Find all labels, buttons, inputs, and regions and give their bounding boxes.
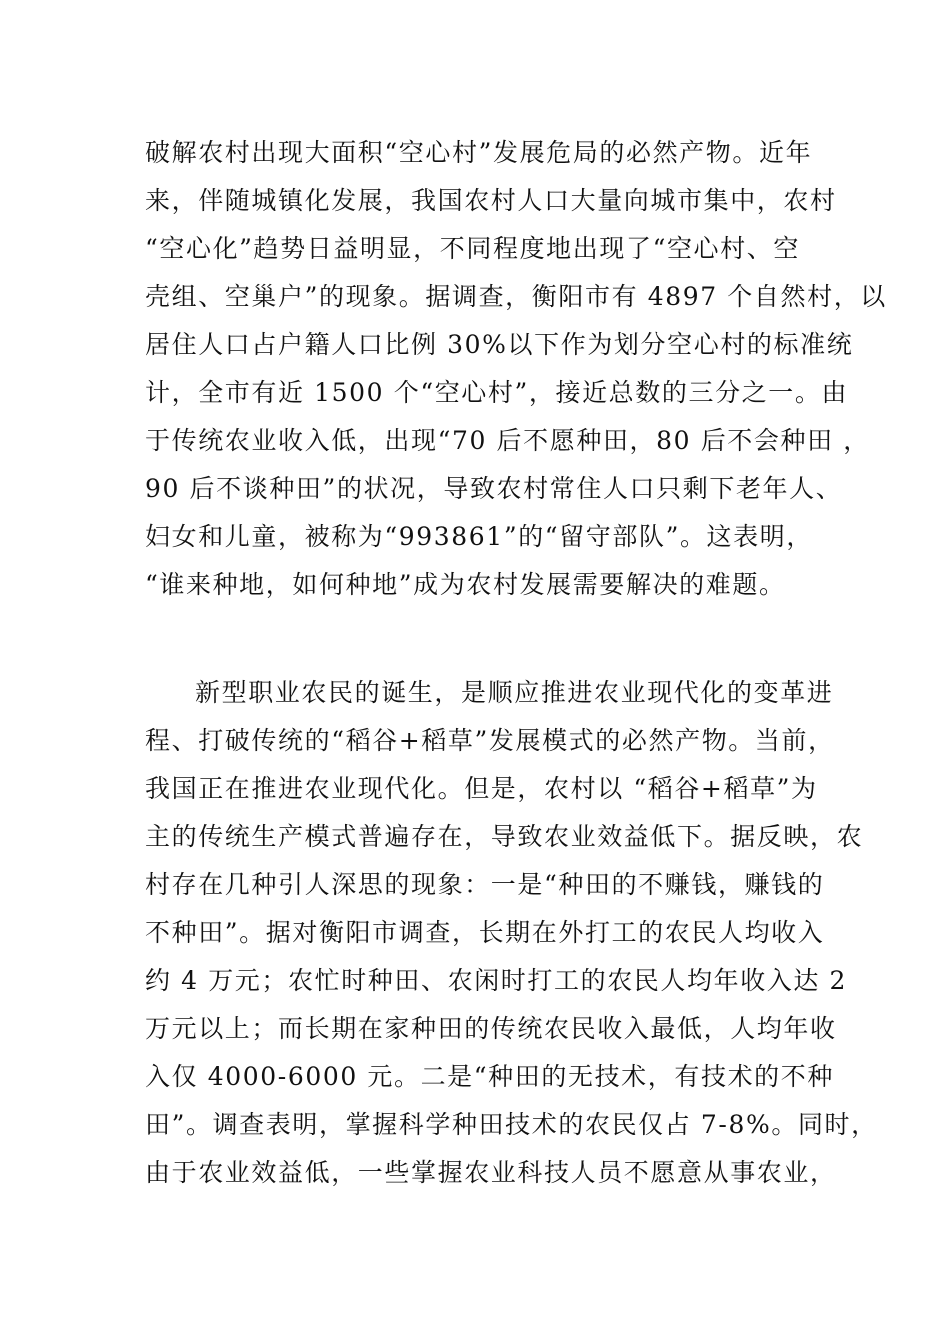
paragraph-2-line-8: 万元以上；而长期在家种田的传统农民收入最低，人均年收 (145, 1014, 837, 1043)
paragraph-1-line-4: 壳组、空巢户”的现象。据调查，衡阳市有 4897 个自然村，以 (145, 282, 887, 311)
paragraph-2-line-4: 主的传统生产模式普遍存在，导致农业效益低下。据反映，农 (145, 822, 864, 851)
paragraph-1-line-3: “空心化”趋势日益明显，不同程度地出现了“空心村、空 (145, 234, 800, 263)
paragraph-2-line-5: 村存在几种引人深思的现象：一是“种田的不赚钱，赚钱的 (145, 870, 825, 899)
paragraph-1-line-1: 破解农村出现大面积“空心村”发展危局的必然产物。近年 (145, 138, 813, 167)
paragraph-2-line-1: 新型职业农民的诞生，是顺应推进农业现代化的变革进 (195, 678, 834, 707)
paragraph-1-line-8: 90 后不谈种田”的状况，导致农村常住人口只剩下老年人、 (145, 474, 843, 503)
paragraph-2-line-6: 不种田”。据对衡阳市调查，长期在外打工的农民人均收入 (145, 918, 825, 947)
paragraph-1-line-6: 计，全市有近 1500 个“空心村”，接近总数的三分之一。由 (145, 378, 849, 407)
paragraph-2-line-7: 约 4 万元；农忙时种田、农闲时打工的农民人均年收入达 2 (145, 966, 848, 995)
paragraph-1-line-7: 于传统农业收入低，出现“70 后不愿种田，80 后不会种田 ， (145, 426, 870, 455)
paragraph-2-line-9: 入仅 4000-6000 元。二是“种田的无技术，有技术的不种 (145, 1062, 834, 1091)
paragraph-1-line-9: 妇女和儿童，被称为“993861”的“留守部队”。这表明， (145, 522, 813, 551)
paragraph-1-line-5: 居住人口占户籍人口比例 30%以下作为划分空心村的标准统 (145, 330, 854, 359)
paragraph-2-line-3: 我国正在推进农业现代化。但是，农村以 “稻谷+稻草”为 (145, 774, 818, 803)
paragraph-2-line-10: 田”。调查表明，掌握科学种田技术的农民仅占 7-8%。同时， (145, 1110, 878, 1139)
paragraph-1-line-2: 来，伴随城镇化发展，我国农村人口大量向城市集中，农村 (145, 186, 837, 215)
paragraph-2-line-11: 由于农业效益低，一些掌握农业科技人员不愿意从事农业， (145, 1158, 837, 1187)
paragraph-2-line-2: 程、打破传统的“稻谷+稻草”发展模式的必然产物。当前， (145, 726, 835, 755)
paragraph-1-line-10: “谁来种地，如何种地”成为农村发展需要解决的难题。 (145, 570, 786, 599)
